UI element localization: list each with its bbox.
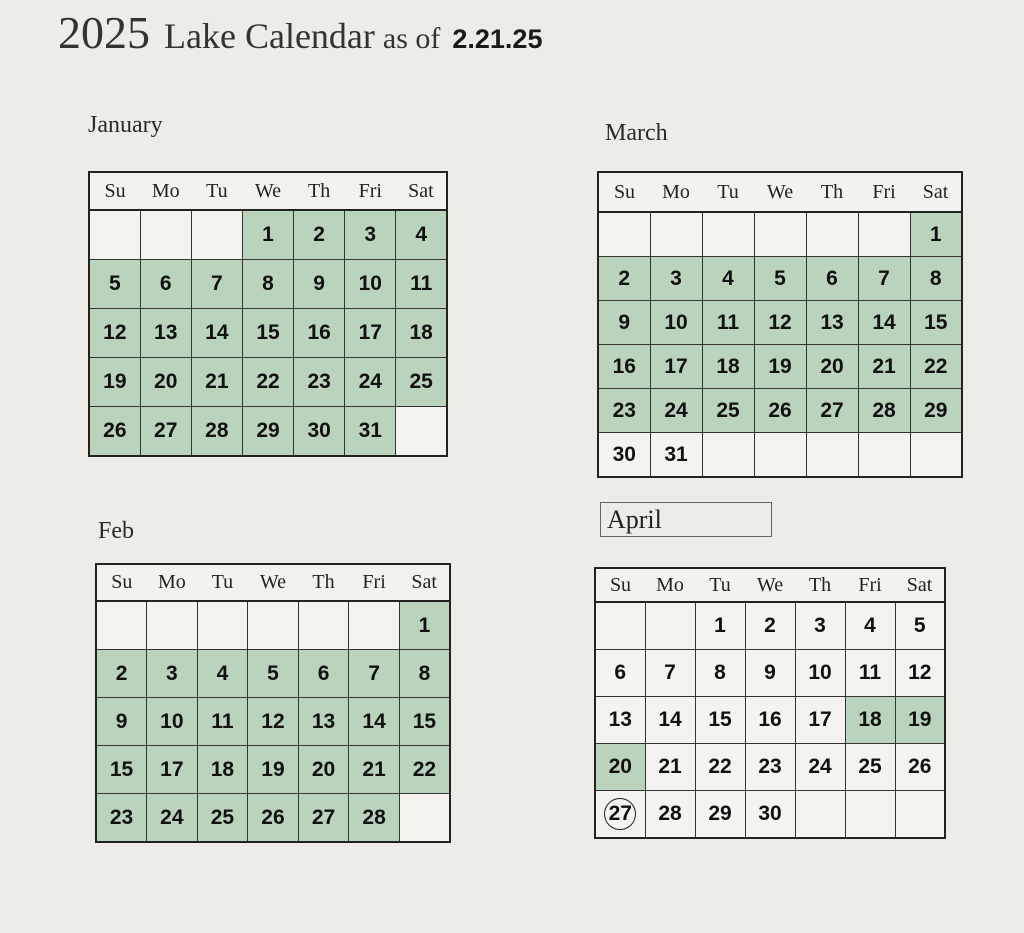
day-cell-19: 19 [895, 697, 945, 744]
weekday-header: Fri [845, 568, 895, 602]
circled-day: 27 [604, 798, 636, 830]
day-cell-2: 2 [598, 257, 650, 301]
empty-cell [598, 212, 650, 257]
page-title [58, 6, 542, 59]
day-cell-24: 24 [147, 794, 198, 843]
calendar-feb [95, 563, 451, 843]
weekday-header: Sat [396, 172, 447, 210]
day-cell-29: 29 [242, 407, 293, 457]
day-cell-1: 1 [910, 212, 962, 257]
empty-cell [396, 407, 447, 457]
calendar-march [597, 171, 963, 478]
day-cell-20: 20 [298, 746, 349, 794]
day-cell-14: 14 [858, 301, 910, 345]
weekday-header: Tu [695, 568, 745, 602]
day-cell-28: 28 [645, 791, 695, 839]
weekday-header: Su [598, 172, 650, 212]
day-cell-30: 30 [294, 407, 345, 457]
empty-cell [96, 601, 147, 650]
day-cell-12: 12 [754, 301, 806, 345]
day-cell-3: 3 [795, 602, 845, 650]
day-cell-16: 16 [598, 345, 650, 389]
empty-cell [197, 601, 248, 650]
week-row [96, 650, 450, 698]
day-cell-6: 6 [595, 650, 645, 697]
empty-cell [298, 601, 349, 650]
day-cell-1: 1 [399, 601, 450, 650]
weekday-header-row [96, 564, 450, 601]
day-cell-17: 17 [345, 309, 396, 358]
weekday-header: Sat [399, 564, 450, 601]
day-cell-7: 7 [858, 257, 910, 301]
day-cell-14: 14 [349, 698, 400, 746]
day-cell-15: 15 [399, 698, 450, 746]
day-cell-9: 9 [294, 260, 345, 309]
weekday-header: Su [89, 172, 140, 210]
day-cell-31: 31 [650, 433, 702, 478]
day-cell-15: 15 [910, 301, 962, 345]
day-cell-4: 4 [396, 210, 447, 260]
title-as-of: as of [382, 22, 441, 55]
day-cell-16: 16 [294, 309, 345, 358]
day-cell-27: 27 [298, 794, 349, 843]
day-cell-26: 26 [248, 794, 299, 843]
calendar-april [594, 567, 946, 839]
day-cell-27: 27 [806, 389, 858, 433]
weekday-header: Su [595, 568, 645, 602]
empty-cell [806, 212, 858, 257]
day-cell-22: 22 [695, 744, 745, 791]
weekday-header: Mo [645, 568, 695, 602]
day-cell-21: 21 [349, 746, 400, 794]
day-cell-26: 26 [754, 389, 806, 433]
month-name-march: March [605, 120, 668, 146]
weekday-header: Fri [345, 172, 396, 210]
day-cell-20: 20 [595, 744, 645, 791]
month-name-april: April [600, 502, 772, 537]
day-cell-25: 25 [702, 389, 754, 433]
day-cell-26: 26 [89, 407, 140, 457]
day-cell-23: 23 [598, 389, 650, 433]
day-cell-19: 19 [248, 746, 299, 794]
empty-cell [754, 212, 806, 257]
weekday-header: Th [795, 568, 845, 602]
week-row [598, 389, 962, 433]
week-row [96, 746, 450, 794]
weekday-header: We [242, 172, 293, 210]
week-row [89, 309, 447, 358]
month-name-feb: Feb [98, 518, 134, 544]
empty-cell [147, 601, 198, 650]
weekday-header: Th [298, 564, 349, 601]
day-cell-23: 23 [96, 794, 147, 843]
calendar-january [88, 171, 448, 457]
weekday-header: Fri [858, 172, 910, 212]
day-cell-6: 6 [806, 257, 858, 301]
day-cell-8: 8 [695, 650, 745, 697]
day-cell-12: 12 [248, 698, 299, 746]
day-cell-13: 13 [806, 301, 858, 345]
day-cell-13: 13 [298, 698, 349, 746]
day-cell-15: 15 [695, 697, 745, 744]
day-cell-25: 25 [845, 744, 895, 791]
day-cell-8: 8 [242, 260, 293, 309]
week-row [89, 358, 447, 407]
day-cell-16: 16 [745, 697, 795, 744]
day-cell-15: 15 [242, 309, 293, 358]
month-name-january: January [88, 112, 163, 138]
weekday-header: Tu [702, 172, 754, 212]
day-cell-7: 7 [645, 650, 695, 697]
day-cell-24: 24 [345, 358, 396, 407]
day-cell-17: 17 [795, 697, 845, 744]
day-cell-20: 20 [140, 358, 191, 407]
day-cell-17: 17 [650, 345, 702, 389]
empty-cell [845, 791, 895, 839]
weekday-header: Sat [910, 172, 962, 212]
day-cell-28: 28 [858, 389, 910, 433]
day-cell-18: 18 [845, 697, 895, 744]
week-row [595, 697, 945, 744]
day-cell-24: 24 [650, 389, 702, 433]
day-cell-5: 5 [754, 257, 806, 301]
title-lake-calendar: Lake Calendar [164, 16, 375, 56]
day-cell-9: 9 [745, 650, 795, 697]
day-cell-21: 21 [858, 345, 910, 389]
day-cell-24: 24 [795, 744, 845, 791]
day-cell-31: 31 [345, 407, 396, 457]
day-cell-3: 3 [345, 210, 396, 260]
day-cell-19: 19 [754, 345, 806, 389]
week-row [598, 433, 962, 478]
day-cell-22: 22 [242, 358, 293, 407]
day-cell-21: 21 [191, 358, 242, 407]
week-row [598, 345, 962, 389]
week-row [89, 407, 447, 457]
day-cell-14: 14 [191, 309, 242, 358]
week-row [595, 791, 945, 839]
empty-cell [806, 433, 858, 478]
day-cell-18: 18 [396, 309, 447, 358]
day-cell-9: 9 [96, 698, 147, 746]
day-cell-11: 11 [845, 650, 895, 697]
empty-cell [248, 601, 299, 650]
day-cell-3: 3 [147, 650, 198, 698]
day-cell-6: 6 [298, 650, 349, 698]
empty-cell [858, 212, 910, 257]
day-cell-12: 12 [89, 309, 140, 358]
weekday-header: We [754, 172, 806, 212]
empty-cell [702, 433, 754, 478]
day-cell-23: 23 [294, 358, 345, 407]
empty-cell [650, 212, 702, 257]
week-row [595, 602, 945, 650]
day-cell-13: 13 [140, 309, 191, 358]
weekday-header-row [598, 172, 962, 212]
weekday-header-row [595, 568, 945, 602]
day-cell-25: 25 [396, 358, 447, 407]
day-cell-4: 4 [702, 257, 754, 301]
empty-cell [191, 210, 242, 260]
day-cell-10: 10 [147, 698, 198, 746]
weekday-header: Mo [140, 172, 191, 210]
weekday-header: Th [806, 172, 858, 212]
title-date: 2.21.25 [452, 24, 543, 54]
empty-cell [702, 212, 754, 257]
week-row [598, 301, 962, 345]
day-cell-22: 22 [399, 746, 450, 794]
week-row [598, 257, 962, 301]
day-cell-28: 28 [349, 794, 400, 843]
day-cell-1: 1 [242, 210, 293, 260]
week-row [96, 601, 450, 650]
title-year: 2025 [58, 7, 150, 58]
day-cell-10: 10 [795, 650, 845, 697]
empty-cell [140, 210, 191, 260]
day-cell-28: 28 [191, 407, 242, 457]
empty-cell [795, 791, 845, 839]
empty-cell [89, 210, 140, 260]
day-cell-30: 30 [745, 791, 795, 839]
day-cell-19: 19 [89, 358, 140, 407]
day-cell-11: 11 [396, 260, 447, 309]
day-cell-6: 6 [140, 260, 191, 309]
week-row [598, 212, 962, 257]
empty-cell [895, 791, 945, 839]
day-cell-15: 15 [96, 746, 147, 794]
weekday-header: Sat [895, 568, 945, 602]
empty-cell [754, 433, 806, 478]
day-cell-25: 25 [197, 794, 248, 843]
weekday-header: Tu [197, 564, 248, 601]
day-cell-5: 5 [248, 650, 299, 698]
day-cell-10: 10 [650, 301, 702, 345]
day-cell-10: 10 [345, 260, 396, 309]
day-cell-3: 3 [650, 257, 702, 301]
day-cell-1: 1 [695, 602, 745, 650]
day-cell-11: 11 [197, 698, 248, 746]
day-cell-5: 5 [89, 260, 140, 309]
day-cell-4: 4 [845, 602, 895, 650]
day-cell-17: 17 [147, 746, 198, 794]
day-cell-13: 13 [595, 697, 645, 744]
day-cell-7: 7 [191, 260, 242, 309]
day-cell-18: 18 [702, 345, 754, 389]
day-cell-27 [595, 791, 645, 839]
weekday-header-row [89, 172, 447, 210]
weekday-header: We [745, 568, 795, 602]
weekday-header: Th [294, 172, 345, 210]
empty-cell [399, 794, 450, 843]
week-row [89, 210, 447, 260]
day-cell-26: 26 [895, 744, 945, 791]
day-cell-4: 4 [197, 650, 248, 698]
weekday-header: Su [96, 564, 147, 601]
day-cell-5: 5 [895, 602, 945, 650]
day-cell-18: 18 [197, 746, 248, 794]
empty-cell [910, 433, 962, 478]
week-row [96, 698, 450, 746]
weekday-header: Mo [650, 172, 702, 212]
weekday-header: Fri [349, 564, 400, 601]
day-cell-2: 2 [96, 650, 147, 698]
day-cell-2: 2 [294, 210, 345, 260]
day-cell-21: 21 [645, 744, 695, 791]
weekday-header: Tu [191, 172, 242, 210]
day-cell-8: 8 [910, 257, 962, 301]
empty-cell [858, 433, 910, 478]
day-cell-14: 14 [645, 697, 695, 744]
day-cell-30: 30 [598, 433, 650, 478]
weekday-header: Mo [147, 564, 198, 601]
week-row [89, 260, 447, 309]
empty-cell [645, 602, 695, 650]
week-row [595, 650, 945, 697]
day-cell-2: 2 [745, 602, 795, 650]
day-cell-7: 7 [349, 650, 400, 698]
empty-cell [595, 602, 645, 650]
weekday-header: We [248, 564, 299, 601]
day-cell-22: 22 [910, 345, 962, 389]
day-cell-20: 20 [806, 345, 858, 389]
week-row [96, 794, 450, 843]
day-cell-29: 29 [910, 389, 962, 433]
week-row [595, 744, 945, 791]
day-cell-11: 11 [702, 301, 754, 345]
day-cell-8: 8 [399, 650, 450, 698]
day-cell-12: 12 [895, 650, 945, 697]
day-cell-23: 23 [745, 744, 795, 791]
empty-cell [349, 601, 400, 650]
day-cell-29: 29 [695, 791, 745, 839]
day-cell-27: 27 [140, 407, 191, 457]
day-cell-9: 9 [598, 301, 650, 345]
